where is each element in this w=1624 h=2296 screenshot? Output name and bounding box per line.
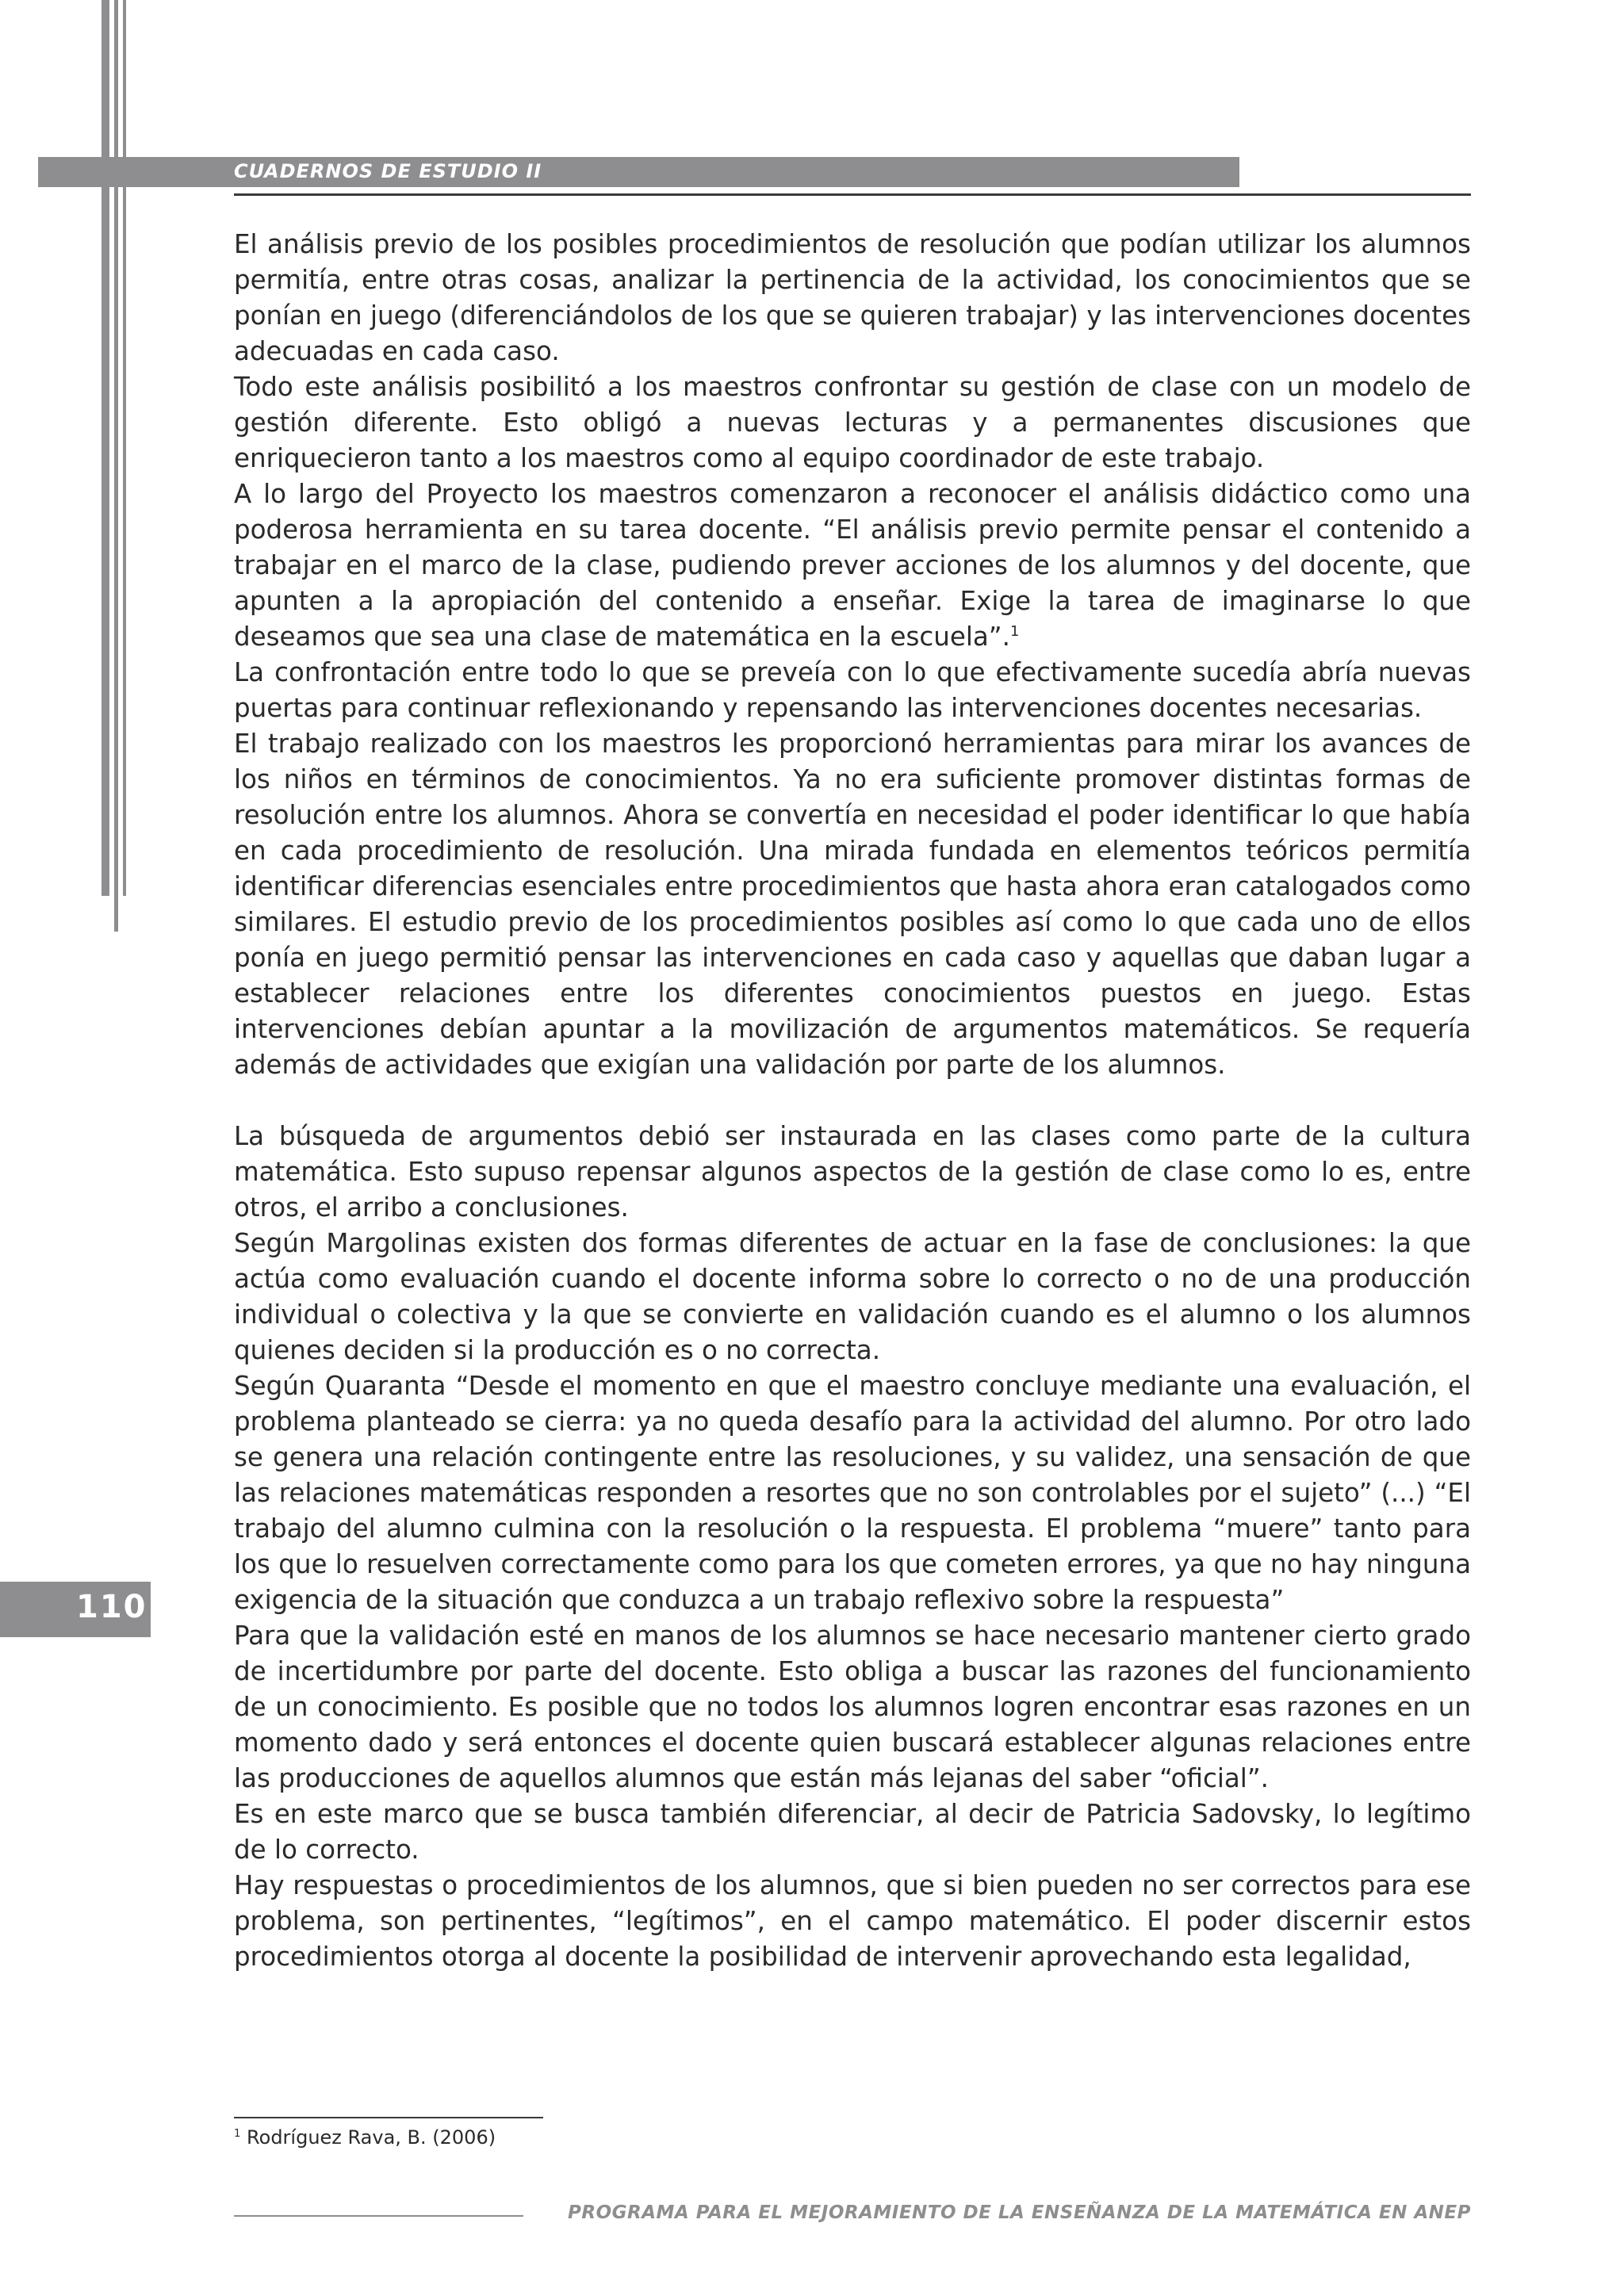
page-number: 110 bbox=[76, 1589, 147, 1625]
footnote-marker: 1 bbox=[234, 2128, 241, 2140]
decorative-vertical-bar bbox=[114, 0, 118, 932]
paragraph: La búsqueda de argumentos debió ser instaurada en las clases como parte de la cultura matemática. Esto supuso repensar algunos aspectos de la gestión de clase como lo es, entre otros, el arribo a conclusiones. bbox=[234, 1121, 1471, 1223]
paragraph: Todo este análisis posibilitó a los maestros confrontar su gestión de clase con un modelo de gestión diferente. Esto obligó a nuevas lecturas y a permanentes discusiones que enriquecieron tanto a los maestros como al equipo coordinador de este trabajo. bbox=[234, 372, 1471, 473]
paragraph: Según Quaranta “Desde el momento en que el maestro concluye mediante una evaluación, el problema planteado se cierra: ya no queda desafío para la actividad del alumno. Por otro lado se genera una relación contingente entre las resoluciones, y su validez, una sensación de que las relaciones matemáticas responden a resortes que no son controlables por el sujeto” (...) “El trabajo del alumno culmina con la resolución o la respuesta. El problema “muere” tanto para los que lo resuelven correctamente como para los que cometen errores, ya que no hay ninguna exigencia de la situación que conduzca a un trabajo reflexivo sobre la respuesta” bbox=[234, 1371, 1471, 1615]
paragraph: La confrontación entre todo lo que se preveía con lo que efectivamente sucedía abría nuevas puertas para continuar reflexionando y repensando las intervenciones docentes necesarias. bbox=[234, 657, 1471, 723]
paragraph: Hay respuestas o procedimientos de los alumnos, que si bien pueden no ser correctos para ese problema, son pertinentes, “legítimos”, en el campo matemático. El poder discernir estos procedimientos otorga al docente la posibilidad de intervenir aprovechando esta legalidad, bbox=[234, 1870, 1471, 1972]
footnote-reference: 1 bbox=[1009, 623, 1020, 641]
paragraph: El trabajo realizado con los maestros les proporcionó herramientas para mirar los avances de los niños en términos de conocimientos. Ya no era suficiente promover distintas formas de resolución entre los alumnos. Ahora se convertía en necesidad el poder identificar lo que había en cada procedimiento de resolución. Una mirada fundada en elementos teóricos permitía identificar diferencias esenciales entre procedimientos que hasta ahora eran catalogados como similares. El estudio previo de los procedimientos posibles así como lo que cada uno de ellos ponía en juego permitió pensar las intervenciones en cada caso y aquellas que daban lugar a establecer relaciones entre los diferentes conocimientos puestos en juego. Estas intervenciones debían apuntar a la movilización de argumentos matemáticos. Se requería además de actividades que exigían una validación por parte de los alumnos. bbox=[234, 729, 1471, 1080]
decorative-vertical-bar bbox=[102, 0, 109, 896]
footnote-citation: Rodríguez Rava, B. (2006) bbox=[247, 2126, 496, 2149]
footnote bbox=[234, 2125, 496, 2150]
header-band bbox=[38, 157, 1239, 187]
paragraph: El análisis previo de los posibles procedimientos de resolución que podían utilizar los alumnos permitía, entre otras cosas, analizar la pertinencia de la actividad, los conocimientos que se ponían en juego (diferenciándolos de los que se quieren trabajar) y las intervenciones docentes adecuadas en cada caso. bbox=[234, 229, 1471, 366]
running-header: CUADERNOS DE ESTUDIO II bbox=[234, 160, 542, 182]
paragraph-text: A lo largo del Proyecto los maestros comenzaron a reconocer el análisis didáctico como una poderosa herramienta en su tarea docente. “El análisis previo permite pensar el contenido a trabajar en el marco de la clase, pudiendo prever acciones de los alumnos y del docente, que apunten a la apropiación del contenido a enseñar. Exige la tarea de imaginarse lo que deseamos que sea una clase de matemática en la escuela”. bbox=[234, 479, 1471, 652]
paragraph: Según Margolinas existen dos formas diferentes de actuar en la fase de conclusiones: la que actúa como evaluación cuando el docente informa sobre lo correcto o no de una producción individual o colectiva y la que se convierte en validación cuando es el alumno o los alumnos quienes deciden si la producción es o no correcta. bbox=[234, 1228, 1471, 1365]
body-text bbox=[234, 227, 1471, 1975]
paragraph: Es en este marco que se busca también diferenciar, al decir de Patricia Sadovsky, lo legítimo de lo correcto. bbox=[234, 1799, 1471, 1865]
footer-divider bbox=[234, 2215, 523, 2217]
footnote-divider bbox=[234, 2117, 543, 2118]
paragraph bbox=[234, 476, 1471, 655]
header-divider bbox=[234, 193, 1471, 196]
running-footer: PROGRAMA PARA EL MEJORAMIENTO DE LA ENSEÑANZA DE LA MATEMÁTICA EN ANEP bbox=[568, 2202, 1471, 2223]
paragraph: Para que la validación esté en manos de los alumnos se hace necesario mantener cierto grado de incertidumbre por parte del docente. Esto obliga a buscar las razones del funcionamiento de un conocimiento. Es posible que no todos los alumnos logren encontrar esas razones en un momento dado y será entonces el docente quien buscará establecer algunas relaciones entre las producciones de aquellos alumnos que están más lejanas del saber “oficial”. bbox=[234, 1621, 1471, 1793]
decorative-vertical-bar bbox=[123, 0, 126, 896]
